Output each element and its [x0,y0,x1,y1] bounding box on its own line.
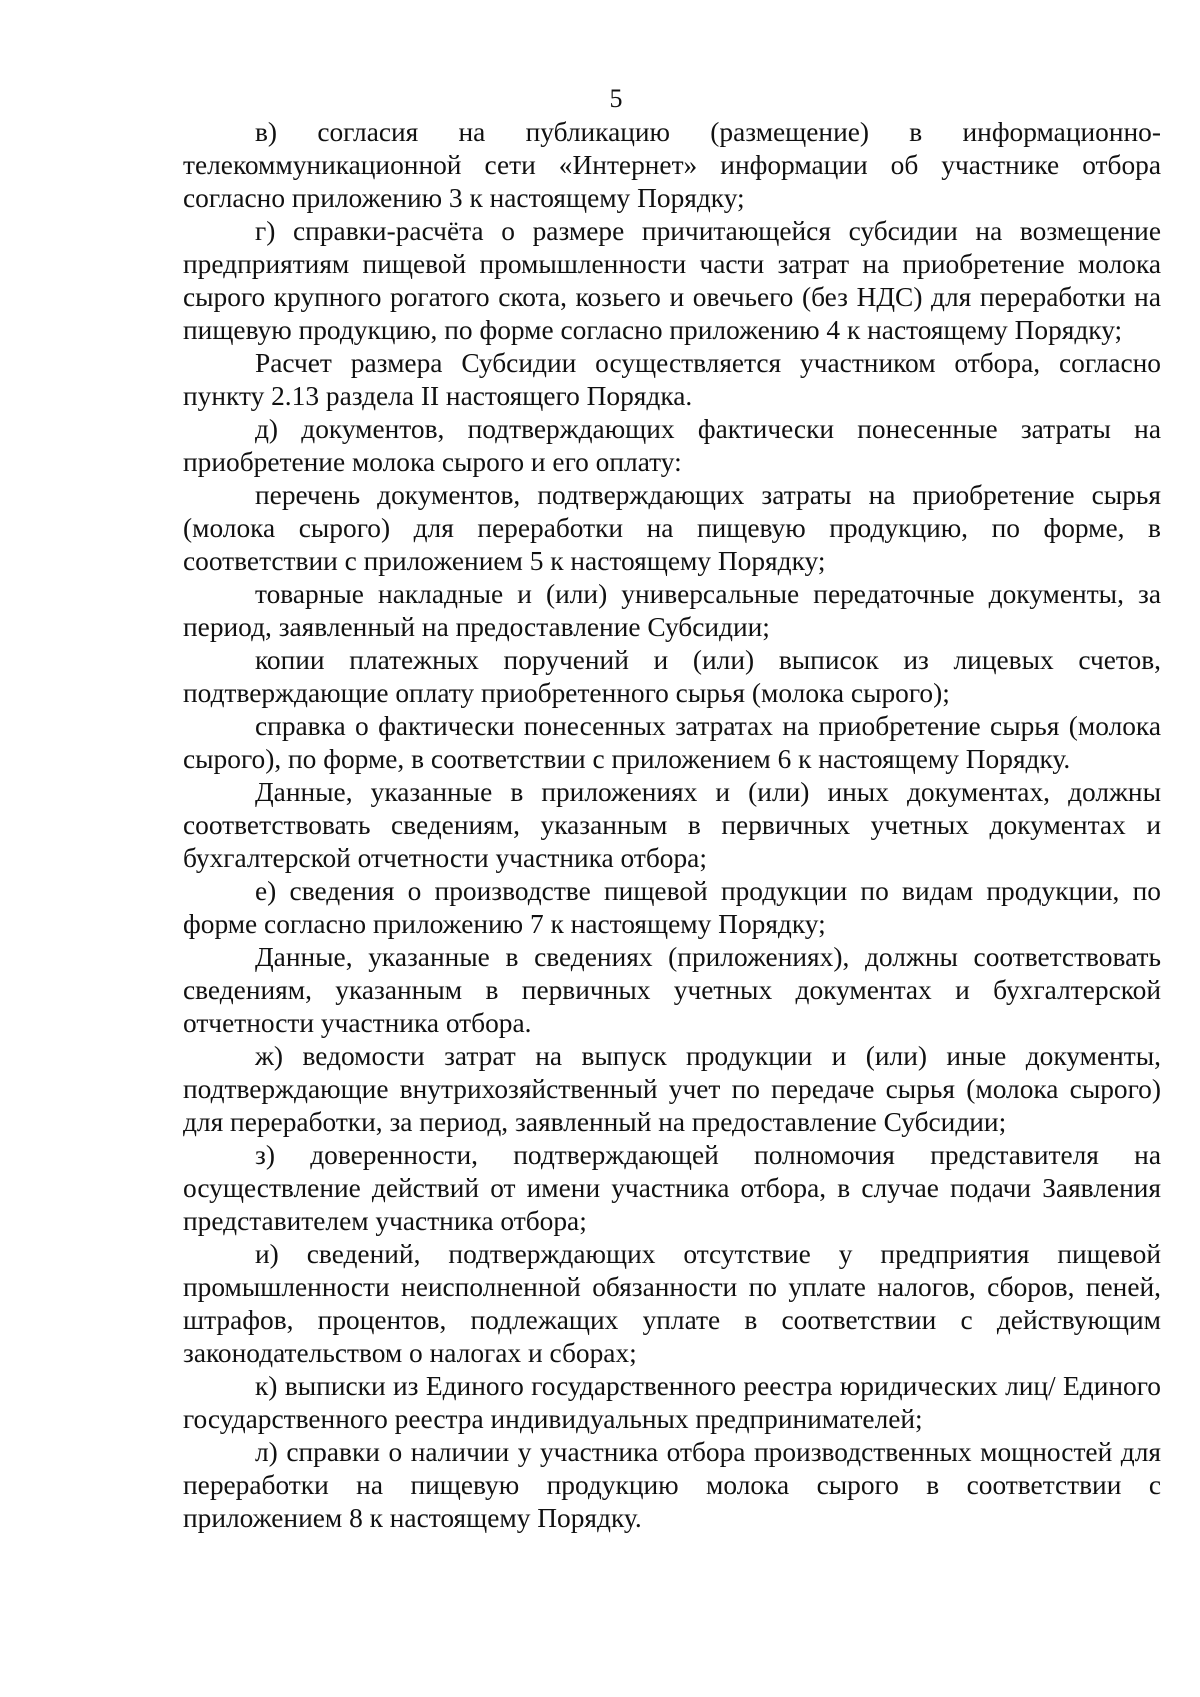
paragraph-payment-orders: копии платежных поручений и (или) выписок из лицевых счетов, подтверждающие оплату приобретенного сырья (молока сырого); [183,645,1161,708]
paragraph-i: и) сведений, подтверждающих отсутствие у предприятия пищевой промышленности неисполненной обязанности по уплате налогов, сборов, пеней, штрафов, процентов, подлежащих уплате в соответствии с действующим законодательством о налогах и сборах; [183,1239,1161,1368]
paragraph-data-compliance-1: Данные, указанные в приложениях и (или) иных документах, должны соответствовать сведениям, указанным в первичных учетных документах и бухгалтерской отчетности участника отбора; [183,777,1161,873]
paragraph-zh: ж) ведомости затрат на выпуск продукции и (или) иные документы, подтверждающие внутрихозяйственный учет по передаче сырья (молока сырого) для переработки, за период, заявленный на предоставление Субсидии; [183,1041,1161,1137]
paragraph-v: в) согласия на публикацию (размещение) в информационно-телекоммуникационной сети «Интернет» информации об участнике отбора согласно приложению 3 к настоящему Порядку; [183,117,1161,213]
paragraph-g: г) справки-расчёта о размере причитающейся субсидии на возмещение предприятиям пищевой промышленности части затрат на приобретение молока сырого крупного рогатого скота, козьего и овечьего (без НДС) для переработки на пищевую продукцию, по форме согласно приложению 4 к настоящему Порядку; [183,216,1161,345]
paragraph-e: е) сведения о производстве пищевой продукции по видам продукции, по форме согласно приложению 7 к настоящему Порядку; [183,876,1161,939]
paragraph-k: к) выписки из Единого государственного реестра юридических лиц/ Единого государственного реестра индивидуальных предпринимателей; [183,1371,1161,1434]
paragraph-z: з) доверенности, подтверждающей полномочия представителя на осуществление действий от имени участника отбора, в случае подачи Заявления представителем участника отбора; [183,1140,1161,1236]
paragraph-documents-list: перечень документов, подтверждающих затраты на приобретение сырья (молока сырого) для переработки на пищевую продукцию, по форме, в соответствии с приложением 5 к настоящему Порядку; [183,480,1161,576]
paragraph-l: л) справки о наличии у участника отбора производственных мощностей для переработки на пищевую продукцию молока сырого в соответствии с приложением 8 к настоящему Порядку. [183,1437,1161,1533]
paragraph-data-compliance-2: Данные, указанные в сведениях (приложениях), должны соответствовать сведениям, указанным в первичных учетных документах и бухгалтерской отчетности участника отбора. [183,942,1161,1038]
paragraph-invoices: товарные накладные и (или) универсальные передаточные документы, за период, заявленный на предоставление Субсидии; [183,579,1161,642]
document-body [183,116,1161,1535]
paragraph-subsidy-calculation: Расчет размера Субсидии осуществляется участником отбора, согласно пункту 2.13 раздела II настоящего Порядка. [183,348,1161,411]
paragraph-d: д) документов, подтверждающих фактически понесенные затраты на приобретение молока сырого и его оплату: [183,414,1161,477]
page-number: 5 [609,84,623,113]
paragraph-cost-certificate: справка о фактически понесенных затратах на приобретение сырья (молока сырого), по форме, в соответствии с приложением 6 к настоящему Порядку. [183,711,1161,774]
